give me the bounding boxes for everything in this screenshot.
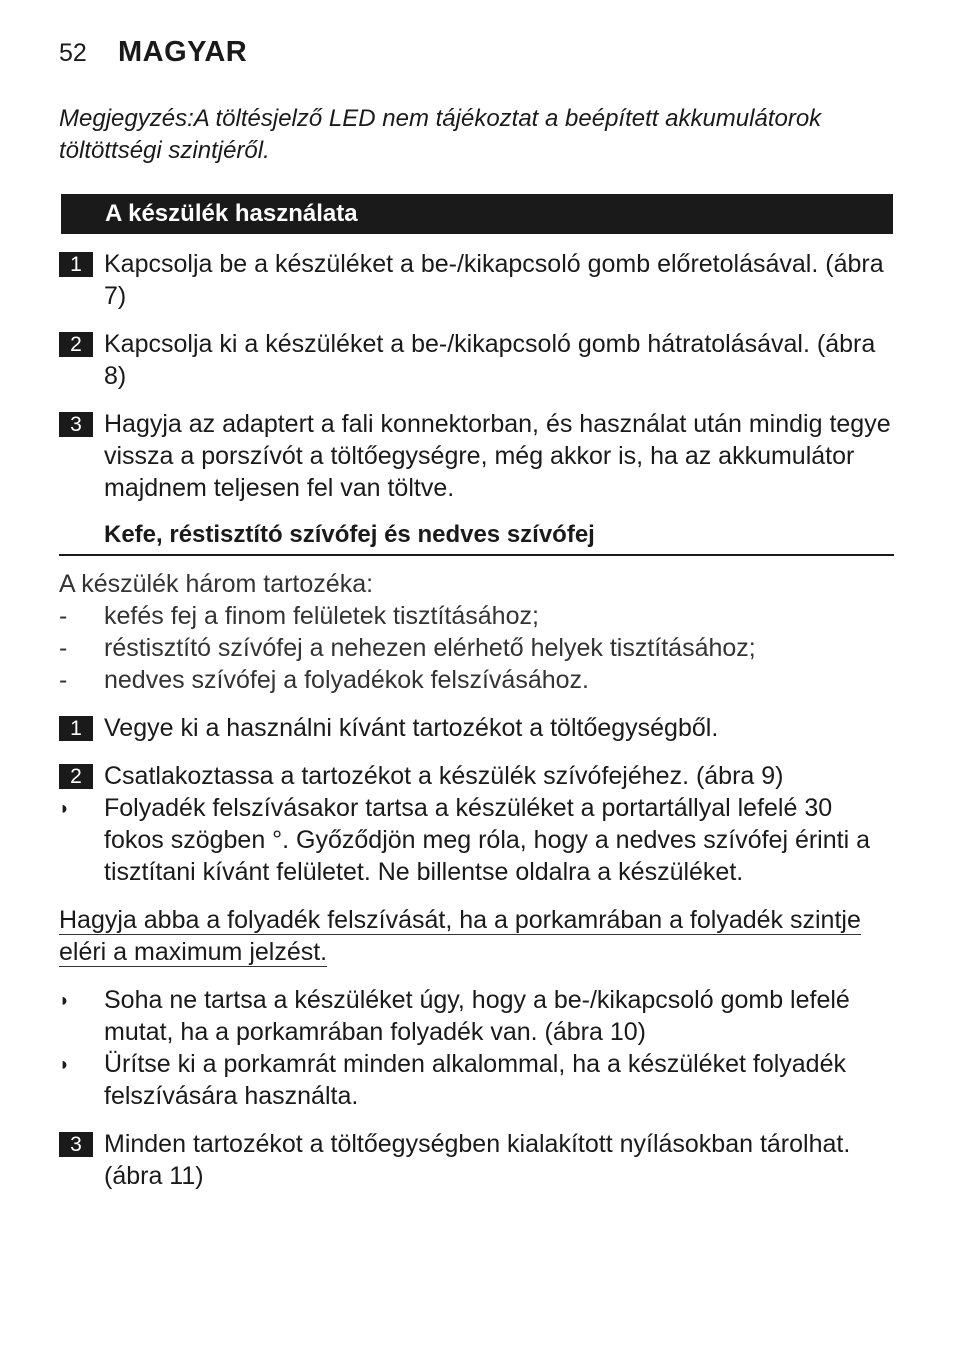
usage-step-2 (59, 328, 894, 392)
dash-marker: - (59, 666, 68, 694)
step-text: Hagyja az adaptert a fali konnektorban, és használat után mindig tegye vissza a porszívót a töltőegységre, még akkor is, ha az akkumulátor majdnem teljesen fel van töltve. (104, 410, 891, 502)
usage-step-3 (59, 408, 894, 504)
accessory-list-item (59, 664, 894, 696)
usage-step-1 (59, 248, 894, 312)
step-text: Vegye ki a használni kívánt tartozékot a töltőegységből. (104, 714, 719, 742)
accessory-step-2 (59, 760, 894, 792)
bullet-text: Folyadék felszívásakor tartsa a készüléket a portartállyal lefelé 30 fokos szögben °. Győződjön meg róla, hogy a nedves szívófej érinti a tisztítani kívánt felületet. Ne billentse oldalra a készüléket. (104, 794, 870, 886)
language-heading: MAGYAR (118, 36, 248, 68)
step-number-badge: 3 (59, 1132, 93, 1157)
bullet-text: Ürítse ki a porkamrát minden alkalommal, ha a készüléket folyadék felszívására használta. (104, 1050, 846, 1110)
accessory-text: réstisztító szívófej a nehezen elérhető helyek tisztításához; (104, 634, 756, 662)
bullet-icon: ◗ (59, 798, 70, 818)
accessories-intro: A készülék három tartozéka: (59, 570, 374, 598)
bullet-icon: ◗ (59, 990, 70, 1010)
warning-underlined-text: Hagyja abba a folyadék felszívását, ha a porkamrában a folyadék szintje eléri a maximum jelzést. (59, 906, 861, 966)
led-note: Megjegyzés:A töltésjelző LED nem tájékoztat a beépített akkumulátorok töltöttségi szintjéről. (59, 105, 822, 164)
step-text: Kapcsolja ki a készüléket a be-/kikapcsoló gomb hátratolásával. (ábra 8) (104, 330, 876, 390)
accessory-step-1 (59, 712, 894, 744)
accessory-step-3 (59, 1128, 904, 1192)
accessory-list-item (59, 632, 894, 664)
step-number-badge: 2 (59, 332, 93, 357)
caution-bullet (59, 984, 894, 1048)
dash-marker: - (59, 634, 68, 662)
warning-text (59, 904, 889, 968)
step-number-badge: 1 (59, 252, 93, 277)
section-title-accessories: Kefe, réstisztító szívófej és nedves szívófej (59, 518, 894, 556)
accessory-text: nedves szívófej a folyadékok felszívásához. (104, 666, 589, 694)
step-text: Minden tartozékot a töltőegységben kialakított nyílásokban tárolhat. (ábra 11) (104, 1130, 851, 1190)
step-text: Csatlakoztassa a tartozékot a készülék szívófejéhez. (ábra 9) (104, 762, 784, 790)
step-text: Kapcsolja be a készüléket a be-/kikapcsoló gomb előretolásával. (ábra 7) (104, 250, 884, 310)
step-number-badge: 3 (59, 412, 93, 437)
section-title-usage: A készülék használata (61, 194, 893, 234)
step-number-badge: 1 (59, 716, 93, 741)
bullet-text: Soha ne tartsa a készüléket úgy, hogy a be-/kikapcsoló gomb lefelé mutat, ha a porkamrában folyadék van. (ábra 10) (104, 986, 850, 1046)
caution-bullet (59, 1048, 894, 1112)
page-number: 52 (59, 39, 87, 67)
dash-marker: - (59, 602, 68, 630)
step-number-badge: 2 (59, 764, 93, 789)
liquid-suction-bullet (59, 792, 894, 888)
accessory-text: kefés fej a finom felületek tisztításához; (104, 602, 539, 630)
bullet-icon: ◗ (59, 1054, 70, 1074)
accessory-list-item (59, 600, 894, 632)
